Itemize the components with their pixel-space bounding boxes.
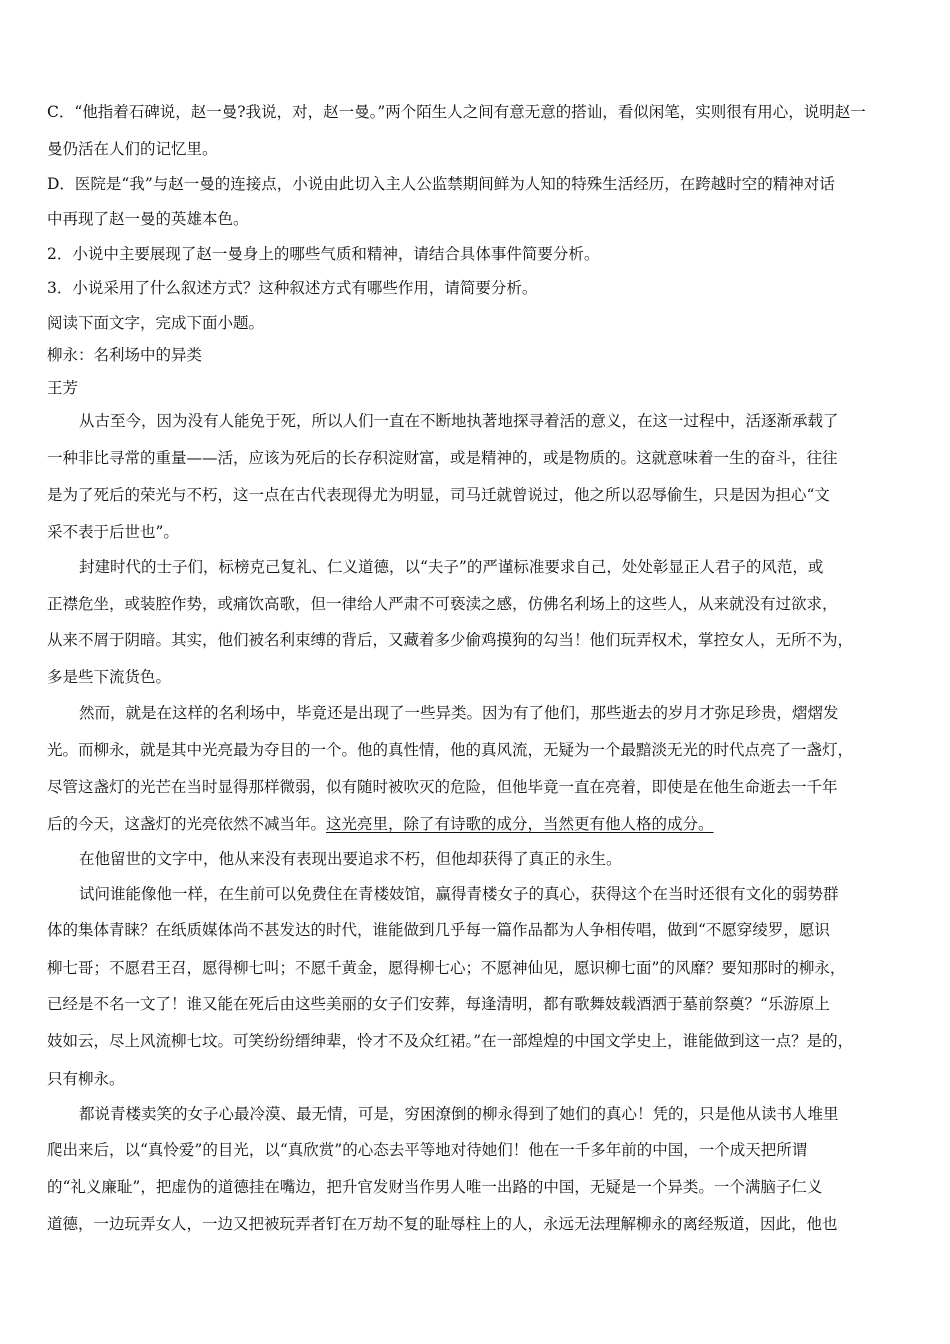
option-c-line-1: C．“他指着石碑说，赵一曼?我说，对，赵一曼。”两个陌生人之间有意无意的搭讪，看似闲笔，实则很有用心，说明赵一	[47, 103, 866, 121]
paragraph-2-line: 正襟危坐，或装腔作势，或痛饮高歌，但一律给人严肃不可亵渎之感，仿佛名利场上的这些人，从来就没有过欲求，	[47, 595, 838, 613]
paragraph-3-line: 尽管这盏灯的光芒在当时显得那样微弱，似有随时被吹灭的危险，但他毕竟一直在亮着，即使是在他生命逝去一千年	[47, 778, 838, 796]
paragraph-1-line: 从古至今，因为没有人能免于死，所以人们一直在不断地执著地探寻着活的意义，在这一过程中，活逐渐承载了	[79, 412, 839, 430]
paragraph-3-last-line	[47, 814, 907, 834]
option-c-line-2: 曼仍活在人们的记忆里。	[47, 140, 218, 158]
paragraph-3-line: 然而，就是在这样的名利场中，毕竟还是出现了一些异类。因为有了他们，那些逝去的岁月才弥足珍贵，熠熠发	[79, 704, 839, 722]
option-d-line-2: 中再现了赵一曼的英雄本色。	[47, 210, 249, 228]
paragraph-5-line: 妓如云，尽上风流柳七坟。可笑纷纷缙绅辈，怜才不及众红裙。”在一部煌煌的中国文学史上，谁能做到这一点？是的，	[47, 1032, 854, 1050]
question-3: 3．小说采用了什么叙述方式？这种叙述方式有哪些作用，请简要分析。	[47, 279, 538, 297]
paragraph-5-line: 只有柳永。	[47, 1070, 125, 1088]
paragraph-6-line: 道德，一边玩弄女人，一边又把被玩弄者钉在万劫不复的耻辱柱上的人，永远无法理解柳永的离经叛道，因此，他也	[47, 1215, 838, 1233]
article-author: 王芳	[47, 379, 79, 397]
paragraph-2-line: 多是些下流货色。	[47, 668, 172, 686]
paragraph-5-line: 柳七哥；不愿君王召，愿得柳七叫；不愿千黄金，愿得柳七心；不愿神仙见，愿识柳七面”的风靡？要知那时的柳永，	[47, 959, 846, 977]
option-d-line-1: D．医院是“我”与赵一曼的连接点，小说由此切入主人公监禁期间鲜为人知的特殊生活经历，在跨越时空的精神对话	[47, 175, 835, 193]
paragraph-6-line: 的“礼义廉耻”，把虚伪的道德挂在嘴边，把升官发财当作男人唯一出路的中国，无疑是一个异类。一个满脑子仁义	[47, 1178, 823, 1196]
paragraph-2-line: 封建时代的士子们，标榜克己复礼、仁义道德，以“夫子”的严谨标准要求自己，处处彰显正人君子的风范，或	[79, 558, 824, 576]
paragraph-5-line: 体的集体青睐？在纸质媒体尚不甚发达的时代，谁能做到几乎每一篇作品都为人争相传唱，做到“不愿穿绫罗，愿识	[47, 921, 830, 939]
paragraph-4: 在他留世的文字中，他从来没有表现出要追求不朽，但他却获得了真正的永生。	[79, 850, 622, 868]
paragraph-2-line: 从来不屑于阴暗。其实，他们被名利束缚的背后，又藏着多少偷鸡摸狗的勾当！他们玩弄权术，掌控女人，无所不为，	[47, 631, 854, 649]
paragraph-1-line: 是为了死后的荣光与不朽，这一点在古代表现得尤为明显，司马迁就曾说过，他之所以忍辱偷生，只是因为担心“文	[47, 486, 830, 504]
paragraph-3-line: 光。而柳永，就是其中光亮最为夺目的一个。他的真性情，他的真风流，无疑为一个最黯淡无光的时代点亮了一盏灯，	[47, 741, 854, 759]
paragraph-5-line: 试问谁能像他一样，在生前可以免费住在青楼妓馆，赢得青楼女子的真心，获得这个在当时还很有文化的弱势群	[79, 885, 839, 903]
paragraph-6-line: 都说青楼卖笑的女子心最冷漠、最无情，可是，穷困潦倒的柳永得到了她们的真心！凭的，只是他从读书人堆里	[79, 1105, 839, 1123]
article-title: 柳永：名利场中的异类	[47, 346, 203, 364]
paragraph-5-line: 已经是不名一文了！谁又能在死后由这些美丽的女子们安葬，每逢清明，都有歌舞妓载酒洒于墓前祭奠？“乐游原上	[47, 995, 830, 1013]
paragraph-1-line: 采不表于后世也”。	[47, 523, 179, 541]
paragraph-6-line: 爬出来后，以“真怜爱”的目光，以“真欣赏”的心态去平等地对待她们！他在一千多年前的中国，一个成天把所谓	[47, 1141, 808, 1159]
question-2: 2．小说中主要展现了赵一曼身上的哪些气质和精神，请结合具体事件简要分析。	[47, 245, 600, 263]
paragraph-1-line: 一种非比寻常的重量——活，应该为死后的长存积淀财富，或是精神的，或是物质的。这就意味着一生的奋斗，往往	[47, 449, 838, 467]
paragraph-3-plain-text: 后的今天，这盏灯的光亮依然不减当年。	[47, 815, 327, 833]
underlined-sentence: 这光亮里，除了有诗歌的成分，当然更有他人格的成分。	[326, 815, 714, 833]
reading-instruction: 阅读下面文字，完成下面小题。	[47, 314, 265, 332]
